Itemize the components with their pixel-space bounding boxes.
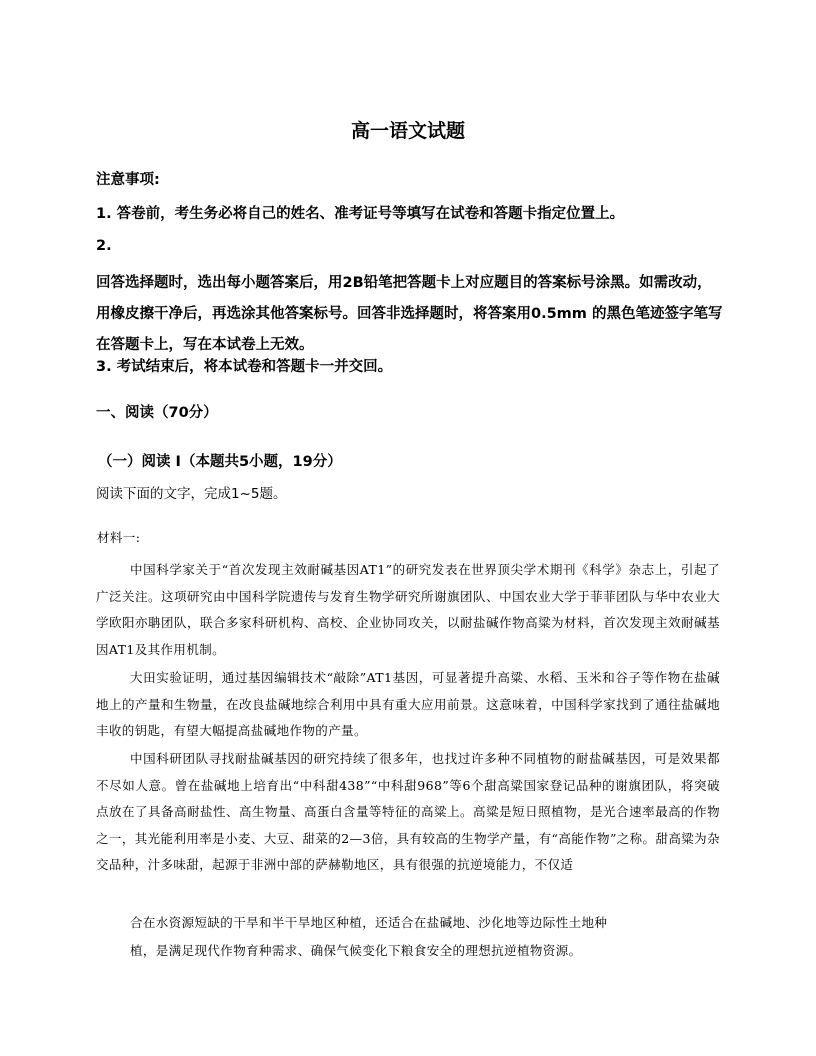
- reading-sub-heading: （一）阅读 Ⅰ（本题共5小题，19分）: [98, 454, 342, 470]
- section-heading: 一、阅读（70分）: [96, 405, 218, 421]
- material-paragraph-2: 大田实验证明，通过基因编辑技术“敲除”AT1基因，可显著提升高粱、水稻、玉米和谷子等作物在盐碱地上的产量和生物量，在改良盐碱地综合利用中具有重大应用前景。这意味着，中国科学家找到了通往盐碱地丰收的钥匙，有望大幅提高盐碱地作物的产量。: [96, 670, 720, 738]
- notice-item-3: 3. 考试结束后，将本试卷和答题卡一并交回。: [96, 359, 393, 375]
- material-paragraph-3: 中国科研团队寻找耐盐碱基因的研究持续了很多年，也找过许多种不同植物的耐盐碱基因，可是效果都不尽如人意。曾在盐碱地上培育出“中科甜438”“中科甜968”等6个甜高粱国家登记品种的谢旗团队，将突破点放在了具备高耐盐性、高生物量、高蛋白含量等特征的高粱上。高粱是短日照植物，是光合速率最高的作物之一，其光能利用率是小麦、大豆、甜菜的2—3倍，具有较高的生物学产量，有“高能作物”之称。甜高粱为杂交品种，汁多味甜，起源于非洲中部的萨赫勒地区，具有很强的抗逆境能力，不仅适: [96, 751, 720, 872]
- notice-heading: 注意事项:: [96, 172, 160, 188]
- exam-title: 高一语文试题: [350, 120, 465, 142]
- material-line-b: 植，是满足现代作物育种需求、确保气候变化下粮食安全的理想抗逆植物资源。: [130, 943, 582, 958]
- material-label: 材料一:: [97, 530, 141, 545]
- notice-item-1: 1. 答卷前，考生务必将自己的姓名、准考证号等填写在试卷和答题卡指定位置上。: [96, 206, 625, 222]
- material-line-a: 合在水资源短缺的干旱和半干旱地区种植，还适合在盐碱地、沙化地等边际性土地种: [130, 915, 608, 930]
- notice-item-2-number: 2.: [96, 238, 112, 254]
- material-paragraph-1: 中国科学家关于“首次发现主效耐碱基因AT1”的研究发表在世界顶尖学术期刊《科学》杂志上，引起了广泛关注。这项研究由中国科学院遗传与发育生物学研究所谢旗团队、中国农业大学于菲菲团队与华中农业大学欧阳亦聃团队，联合多家科研机构、高校、企业协同攻关，以耐盐碱作物高粱为材料，首次发现主效耐碱基因AT1及其作用机制。: [96, 562, 720, 657]
- reading-instruction: 阅读下面的文字，完成1~5题。: [96, 486, 287, 502]
- notice-item-2-text: 回答选择题时，选出每小题答案后，用2B铅笔把答题卡上对应题目的答案标号涂黑。如需改动，用橡皮擦干净后，再选涂其他答案标号。回答非选择题时，将答案用0.5mm 的黑色笔迹签字笔写在答题卡上，写在本试卷上无效。: [96, 275, 723, 353]
